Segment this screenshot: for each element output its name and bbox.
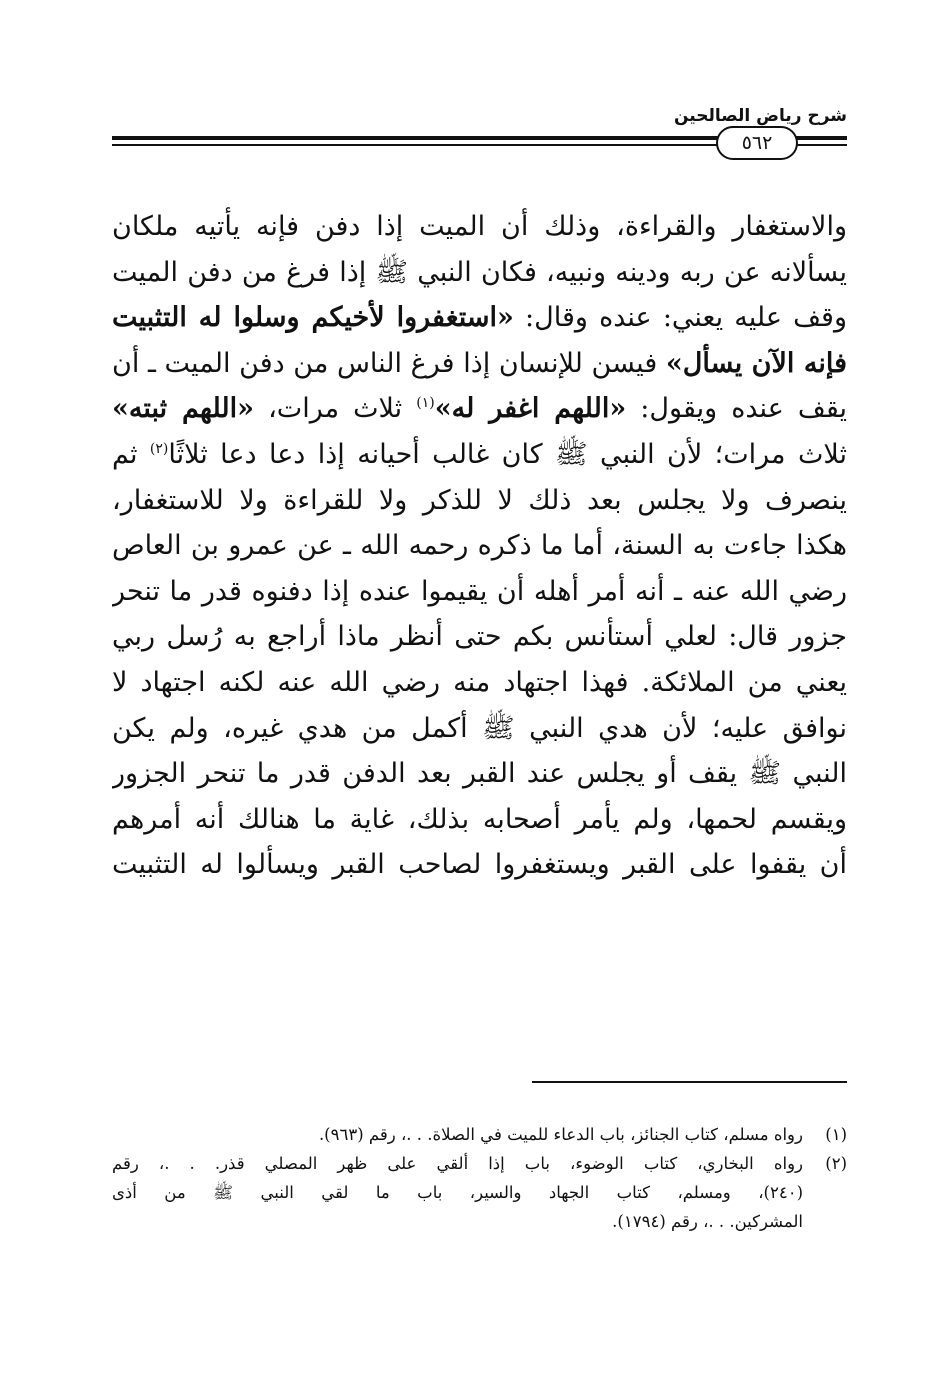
- text-line-15: أن يقفوا على القبر ويستغفروا لصاحب القبر ويسألوا له التثبيت: [112, 849, 847, 881]
- text-line-3-plain: وقف عليه يعني: عنده وقال:: [513, 302, 847, 334]
- footnote-number: (١): [825, 1125, 847, 1144]
- text-line-2: يسألانه عن ربه ودينه ونبيه، فكان النبي ﷺ إذا فرغ من دفن الميت: [112, 256, 847, 288]
- hadith-quote-start: «استغفروا لأخيكم وسلوا له التثبيت: [112, 302, 514, 334]
- text-line-3: [112, 295, 847, 341]
- dua-quote-1: «اللهم اغفر له»: [434, 393, 627, 425]
- text-line-6: [112, 432, 847, 478]
- hadith-quote-end: فإنه الآن يسأل»: [665, 347, 847, 379]
- text-line-5: [112, 386, 847, 432]
- footnote-1: [112, 1120, 847, 1149]
- text-line-8: هكذا جاءت به السنة، أما ما ذكره رحمه الله ـ عن عمرو بن العاص: [112, 530, 847, 562]
- text-line-4: [112, 341, 847, 387]
- text-line-10: جزور قال: لعلي أستأنس بكم حتى أنظر ماذا أراجع به رُسل ربي: [112, 621, 847, 653]
- footnote-2: [112, 1149, 847, 1236]
- text-line-6-plain: ثلاث مرات؛ لأن النبي ﷺ كان غالب أحيانه إذا دعا دعا ثلاثًا: [168, 438, 847, 470]
- text-line-7: ينصرف ولا يجلس بعد ذلك لا للذكر ولا للقراءة ولا للاستغفار،: [112, 484, 847, 516]
- running-header: [112, 104, 847, 164]
- book-title: شرح رياض الصالحين: [673, 106, 847, 126]
- footnote-line: رواه مسلم، كتاب الجنائز، باب الدعاء للميت في الصلاة. . .، رقم (٩٦٣).: [318, 1125, 803, 1144]
- text-line-6-end: ثم: [112, 438, 150, 470]
- main-text: [112, 204, 847, 888]
- text-line-9: رضي الله عنه ـ أنه أمر أهله أن يقيموا عنده إذا دفنوه قدر ما تنحر: [112, 575, 847, 607]
- text-line-12: نوافق عليه؛ لأن هدي النبي ﷺ أكمل من هدي غيره، ولم يكن: [112, 712, 847, 744]
- footnote-line: المشركين. . .، رقم (١٧٩٤).: [612, 1212, 803, 1231]
- text-line-11: يعني من الملائكة. فهذا اجتهاد منه رضي الله عنه لكنه اجتهاد لا: [112, 666, 847, 698]
- page-number: ٥٦٢: [716, 126, 798, 160]
- footnote-separator: [532, 1081, 847, 1083]
- text-line-13: النبي ﷺ يقف أو يجلس عند القبر بعد الدفن قدر ما تنحر الجزور: [112, 758, 847, 790]
- footnote-ref-1[interactable]: (١): [416, 395, 435, 412]
- text-line-4-plain: فيسن للإنسان إذا فرغ الناس من دفن الميت ـ أن: [112, 347, 666, 379]
- footnotes: [112, 1120, 847, 1236]
- text-line-5-mid: ثلاث مرات،: [254, 393, 417, 425]
- footnote-line: (٢٤٠)، ومسلم، كتاب الجهاد والسير، باب ما لقي النبي ﷺ من أذى: [112, 1183, 803, 1202]
- text-line-5-plain: يقف عنده ويقول:: [626, 393, 847, 425]
- text-line-14: ويقسم لحمها، ولم يأمر أصحابه بذلك، غاية ما هنالك أنه أمرهم: [112, 803, 847, 835]
- text-line-1: والاستغفار والقراءة، وذلك أن الميت إذا دفن فإنه يأتيه ملكان: [112, 211, 847, 242]
- footnote-ref-2[interactable]: (٢): [149, 440, 169, 457]
- footnote-number: (٢): [825, 1154, 847, 1173]
- footnote-line: رواه البخاري، كتاب الوضوء، باب إذا ألقي على ظهر المصلي قذر. . .، رقم: [112, 1154, 803, 1173]
- dua-quote-2: «اللهم ثبته»: [112, 393, 255, 425]
